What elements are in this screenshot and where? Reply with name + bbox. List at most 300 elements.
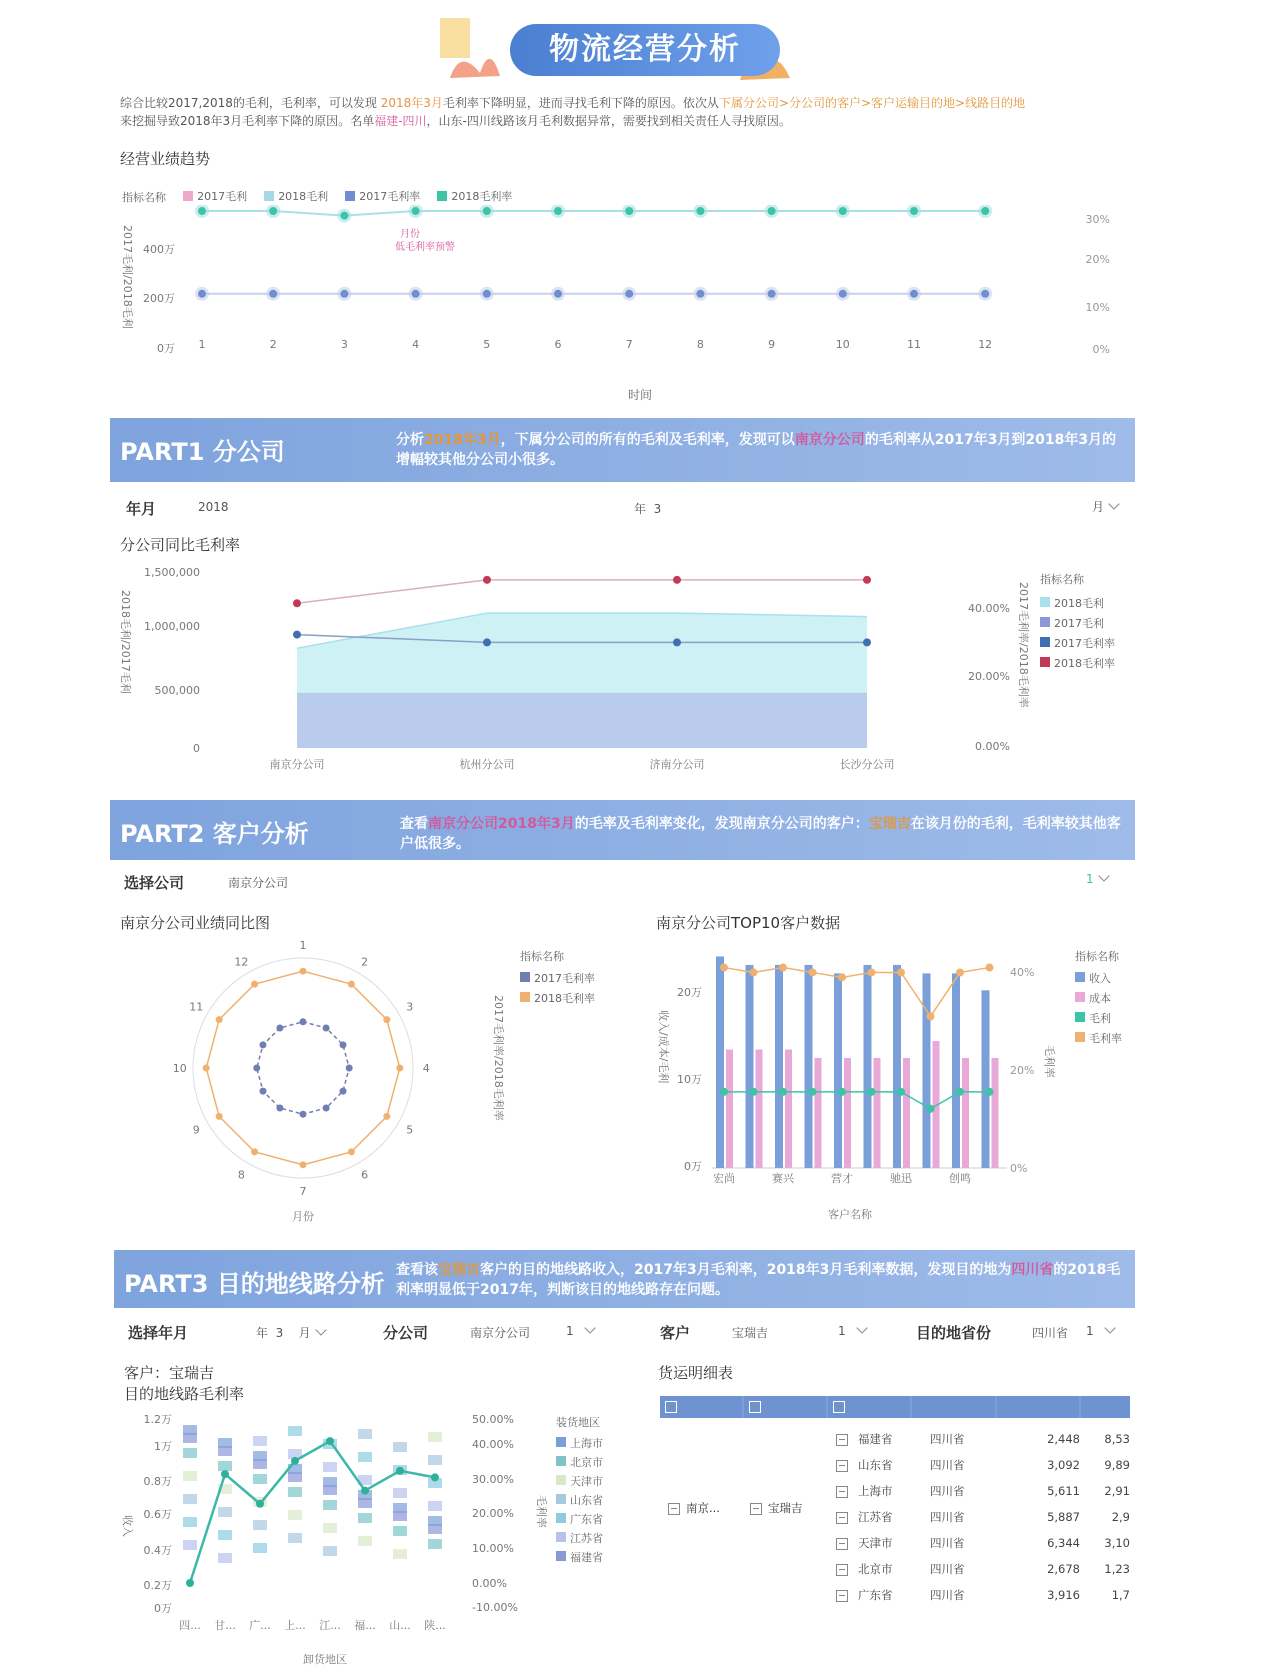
- rate-point: [779, 964, 787, 972]
- route-y-right-tick: 50.00%: [472, 1413, 514, 1426]
- collapse-icon[interactable]: [836, 1434, 848, 1446]
- route-x-tick: 陕...: [424, 1619, 446, 1632]
- bar-x-tick: 创鸣: [949, 1172, 971, 1185]
- branch-legend-item[interactable]: 2018毛利率: [1040, 655, 1140, 671]
- collapse-icon[interactable]: [665, 1401, 677, 1413]
- table-cell: 天津市: [858, 1536, 893, 1550]
- part3-customer-select[interactable]: 宝瑞吉: [732, 1326, 769, 1340]
- month-input[interactable]: 年 3: [634, 502, 662, 516]
- trend-point: [412, 207, 420, 215]
- trend-x-tick: 1: [198, 338, 206, 351]
- trend-y-right-tick: 10%: [1085, 301, 1110, 314]
- company-select[interactable]: 南京分公司: [228, 876, 289, 890]
- company-select-count[interactable]: 1: [1086, 872, 1108, 886]
- table-cell: 2,448: [1047, 1432, 1080, 1446]
- bar-x-tick: 驰迅: [890, 1172, 912, 1185]
- bar-y-right-title: 毛利率: [1043, 1045, 1056, 1078]
- table-title: 货运明细表: [658, 1364, 734, 1382]
- trend-point: [839, 207, 847, 215]
- trend-point: [768, 290, 776, 298]
- route-stack-block: [218, 1530, 232, 1540]
- bar-income: [775, 965, 783, 1168]
- trend-y-right-tick: 0%: [1092, 343, 1110, 356]
- route-legend-item[interactable]: 山东省: [556, 1492, 636, 1508]
- part3-branch-count[interactable]: 1: [566, 1324, 594, 1338]
- route-rate-point: [396, 1467, 404, 1475]
- route-stack-block: [393, 1511, 407, 1521]
- radar-series-2017-point: [340, 1088, 347, 1095]
- table-header-cell[interactable]: [997, 1396, 1079, 1418]
- bar-y-right-tick: 0%: [1010, 1162, 1028, 1175]
- trend-x-tick: 4: [412, 338, 420, 351]
- page-title: 物流经营分析: [510, 24, 780, 76]
- table-cell: 四川省: [930, 1510, 965, 1524]
- trend-legend-item[interactable]: 2018毛利率: [437, 188, 512, 204]
- branch-x-tick: 济南分公司: [649, 758, 705, 771]
- collapse-icon[interactable]: [749, 1401, 761, 1413]
- route-stack-block: [218, 1461, 232, 1471]
- row-toggle[interactable]: [836, 1484, 858, 1498]
- trend-plot-area: [195, 205, 992, 351]
- part3-province-select[interactable]: 四川省: [1032, 1326, 1069, 1340]
- trend-point: [483, 207, 491, 215]
- route-rate-point: [221, 1470, 229, 1478]
- radar-series-2018-point: [300, 1161, 307, 1168]
- bar-y-tick: 10万: [677, 1073, 702, 1086]
- route-stack-block: [428, 1455, 442, 1465]
- radar-series-2018-point: [216, 1016, 223, 1023]
- bar-y-tick: 20万: [677, 986, 702, 999]
- profit-point: [927, 1105, 935, 1113]
- collapse-icon[interactable]: [836, 1538, 848, 1550]
- bar-y-left-title: 收入/成本/毛利: [657, 1010, 670, 1084]
- radar-series-2017-point: [276, 1105, 283, 1112]
- route-rate-point: [361, 1487, 369, 1495]
- table-header-cell[interactable]: [1081, 1396, 1130, 1418]
- bar-legend-title: 指标名称: [1075, 950, 1119, 963]
- radar-title: 南京分公司业绩同比图: [120, 914, 271, 932]
- route-stack-block: [358, 1429, 372, 1439]
- route-stack-block: [218, 1553, 232, 1563]
- bar-x-title: 客户名称: [828, 1208, 872, 1221]
- radar-axis-label: 5: [406, 1123, 414, 1137]
- part3-branch-select[interactable]: 南京分公司: [470, 1326, 531, 1340]
- part3-filter-month-label: 选择年月: [128, 1324, 189, 1342]
- branch-rate-2018-point: [863, 576, 871, 584]
- intro-highlight-month: 2018年3月: [380, 96, 443, 110]
- radar-series-2018-point: [348, 1148, 355, 1155]
- bar-income: [923, 973, 931, 1168]
- radar-axis-label: 2: [361, 955, 369, 969]
- table-branch-cell[interactable]: 南京...: [668, 1500, 720, 1516]
- table-row[interactable]: [836, 1426, 1130, 1452]
- route-stack-block: [253, 1520, 267, 1530]
- route-stack-block: [183, 1540, 197, 1550]
- trend-legend-item[interactable]: 2017毛利: [183, 188, 247, 204]
- row-toggle[interactable]: [836, 1588, 858, 1602]
- route-rate-point: [186, 1579, 194, 1587]
- trend-x-tick: 6: [554, 338, 562, 351]
- part3-banner: [114, 1250, 1135, 1308]
- radar-axis-label: 3: [406, 1000, 414, 1014]
- route-stack-block: [323, 1500, 337, 1510]
- trend-y-left-title: 2017毛利/2018毛利: [121, 225, 134, 329]
- bar-plot-area: [712, 956, 1007, 1185]
- table-row[interactable]: [836, 1556, 1130, 1582]
- table-cell: 3,092: [1047, 1458, 1080, 1472]
- radar-series-2018-point: [396, 1065, 403, 1072]
- trend-x-title: 时间: [627, 388, 653, 402]
- route-stack-block: [428, 1539, 442, 1549]
- route-y-tick: 0.8万: [143, 1475, 172, 1488]
- table-row[interactable]: [836, 1452, 1130, 1478]
- profit-point: [897, 1088, 905, 1096]
- part3-filter-branch-label: 分公司: [383, 1324, 429, 1342]
- trend-point: [412, 290, 420, 298]
- route-stack-block: [183, 1448, 197, 1458]
- route-legend-title: 装货地区: [556, 1416, 600, 1429]
- table-cell: 3,10: [1104, 1536, 1130, 1550]
- branch-rate-2017-point: [863, 638, 871, 646]
- route-stack-block: [253, 1474, 267, 1484]
- bar-cost: [785, 1050, 792, 1168]
- part1-description: 分析2018年3月，下属分公司的所有的毛利及毛利率，发现可以南京分公司的毛利率从2017年3月到2018年3月的增幅较其他分公司小很多。: [396, 432, 1117, 468]
- collapse-icon[interactable]: [668, 1503, 680, 1515]
- radar-series-2017-point: [346, 1065, 353, 1072]
- trend-point: [198, 207, 206, 215]
- radar-series-2017-point: [323, 1105, 330, 1112]
- chevron-down-icon[interactable]: [856, 1322, 867, 1333]
- branch-y-tick: 500,000: [154, 684, 200, 697]
- route-legend-item[interactable]: 天津市: [556, 1473, 636, 1489]
- route-stack-block: [218, 1507, 232, 1517]
- radar-series-2018-point: [383, 1016, 390, 1023]
- radar-axis-label: 1: [299, 940, 307, 952]
- trend-point: [554, 207, 562, 215]
- trend-legend-item[interactable]: 2017毛利率: [345, 188, 420, 204]
- part2-filter-label: 选择公司: [124, 874, 185, 892]
- trend-point: [340, 290, 348, 298]
- bar-legend-item[interactable]: 毛利率: [1075, 1030, 1145, 1046]
- radar-legend-item[interactable]: 2018毛利率: [520, 990, 595, 1006]
- bar-x-tick: 赛兴: [772, 1172, 794, 1185]
- profit-point: [720, 1088, 728, 1096]
- route-stack-block: [253, 1436, 267, 1446]
- radar-series-2017-point: [300, 1111, 307, 1118]
- radar-series-2018-point: [383, 1113, 390, 1120]
- profit-point: [750, 1088, 758, 1096]
- branch-y-right-title: 2017毛利率/2018毛利率: [1017, 582, 1030, 708]
- part3-province-count[interactable]: 1: [1086, 1324, 1114, 1338]
- svg-text:2017毛利率/2018毛利率: 2017毛利率/2018毛利率: [492, 995, 505, 1121]
- trend-y-tick: 400万: [143, 243, 175, 256]
- bar-income: [982, 990, 990, 1168]
- collapse-icon[interactable]: [836, 1512, 848, 1524]
- table-cell: 四川省: [930, 1562, 965, 1576]
- radar-axis-label: 7: [299, 1185, 307, 1199]
- radar-series-2018-point: [251, 981, 258, 988]
- route-x-tick: 山...: [389, 1619, 411, 1632]
- part3-customer-count[interactable]: 1: [838, 1324, 866, 1338]
- radar-series-2017-point: [259, 1041, 266, 1048]
- trend-y-tick: 200万: [143, 292, 175, 305]
- route-y-right-tick: 30.00%: [472, 1473, 514, 1486]
- route-y-right-tick: 0.00%: [472, 1577, 507, 1590]
- trend-legend-item[interactable]: 2018毛利: [264, 188, 328, 204]
- route-stack-block: [358, 1513, 372, 1523]
- rate-point: [720, 964, 728, 972]
- table-row[interactable]: [836, 1582, 1130, 1608]
- radar-legend: [520, 948, 595, 1006]
- branch-rate-2018-point: [673, 576, 681, 584]
- bar-legend-item[interactable]: 毛利: [1075, 1010, 1145, 1026]
- branch-y-tick: 1,000,000: [144, 620, 200, 633]
- route-legend-item[interactable]: 北京市: [556, 1454, 636, 1470]
- profit-point: [868, 1088, 876, 1096]
- row-toggle[interactable]: [836, 1536, 858, 1550]
- bar-legend-item[interactable]: 收入: [1075, 970, 1145, 986]
- radar-series-2017-point: [276, 1024, 283, 1031]
- part2-description: 查看南京分公司2018年3月的毛率及毛利率变化，发现南京分公司的客户：宝瑞吉在该月份的毛利，毛利率较其他客户低很多。: [400, 816, 1121, 852]
- profit-point: [809, 1088, 817, 1096]
- route-rate-point: [256, 1500, 264, 1508]
- rate-point: [986, 964, 994, 972]
- branch-chart: [110, 560, 1140, 790]
- table-row[interactable]: [836, 1530, 1130, 1556]
- radar-x-title: 月份: [292, 1210, 314, 1223]
- collapse-icon[interactable]: [833, 1401, 845, 1413]
- table-cell: 广东省: [858, 1588, 893, 1602]
- bar-income: [716, 956, 724, 1168]
- table-cell: 四川省: [930, 1588, 965, 1602]
- trend-series-line: [202, 211, 985, 216]
- table-header-cell[interactable]: [744, 1396, 826, 1418]
- table-rows: [836, 1426, 1130, 1608]
- branch-legend: [1040, 571, 1140, 671]
- route-stack-block: [288, 1510, 302, 1520]
- part2-title: PART2 客户分析: [120, 820, 309, 848]
- part3-filter-province-label: 目的地省份: [916, 1324, 992, 1342]
- bar-chart-title: 南京分公司TOP10客户数据: [656, 914, 841, 932]
- bar-y-right-tick: 40%: [1010, 966, 1035, 979]
- chevron-down-icon[interactable]: [1098, 870, 1109, 881]
- route-y-right-tick: 20.00%: [472, 1507, 514, 1520]
- table-cell: 9,89: [1104, 1458, 1130, 1472]
- route-stack-block: [358, 1498, 372, 1508]
- route-stack-block: [183, 1494, 197, 1504]
- bar-cost: [756, 1050, 763, 1168]
- collapse-icon[interactable]: [750, 1503, 762, 1515]
- branch-x-tick: 南京分公司: [269, 758, 325, 771]
- rate-point: [838, 973, 846, 981]
- chevron-down-icon[interactable]: [315, 1324, 326, 1335]
- bar-cost: [815, 1058, 822, 1168]
- branch-y-tick: 1,500,000: [144, 566, 200, 579]
- intro-p2b: 名单: [350, 114, 375, 128]
- trend-x-tick: 10: [835, 338, 850, 351]
- trend-title: 经营业绩趋势: [120, 150, 211, 168]
- branch-area-2017: [297, 693, 867, 748]
- radar-series-2017-point: [323, 1024, 330, 1031]
- table-header-cell[interactable]: [828, 1396, 910, 1418]
- radar-axis-label: 8: [237, 1168, 245, 1182]
- rate-point: [897, 968, 905, 976]
- bar-income: [834, 973, 842, 1168]
- route-legend-item[interactable]: 上海市: [556, 1435, 636, 1451]
- table-row[interactable]: [836, 1478, 1130, 1504]
- profit-point: [779, 1088, 787, 1096]
- route-stack-block: [323, 1546, 337, 1556]
- month-select[interactable]: 月: [1092, 498, 1118, 515]
- collapse-icon[interactable]: [836, 1460, 848, 1472]
- route-y-tick: 1.2万: [143, 1413, 172, 1426]
- route-stack-block: [323, 1485, 337, 1495]
- table-cell: 江苏省: [858, 1510, 893, 1524]
- collapse-icon[interactable]: [836, 1564, 848, 1576]
- branch-rate-2017-point: [673, 638, 681, 646]
- table-cell: 上海市: [858, 1484, 893, 1498]
- route-stack-block: [218, 1446, 232, 1456]
- part3-chart-title: 目的地线路毛利率: [124, 1385, 245, 1403]
- intro-p2a: 来挖掘导致2018年3月毛利率下降的原因。: [120, 114, 351, 128]
- trend-y-tick: 0万: [157, 342, 175, 355]
- table-row[interactable]: [836, 1504, 1130, 1530]
- bar-cost: [962, 1058, 969, 1168]
- table-cell: 北京市: [858, 1562, 893, 1576]
- branch-rate-2018-point: [483, 576, 491, 584]
- branch-legend-item[interactable]: 2017毛利: [1040, 615, 1140, 631]
- bar-income: [893, 965, 901, 1168]
- table-cell: 5,611: [1047, 1484, 1080, 1498]
- row-toggle[interactable]: [836, 1562, 858, 1576]
- table-cell: 1,23: [1104, 1562, 1130, 1576]
- radar-axis-label: 4: [422, 1062, 430, 1075]
- radar-grid: [193, 958, 413, 1178]
- trend-point: [696, 290, 704, 298]
- profit-point: [838, 1088, 846, 1096]
- radar-axis-label: 6: [361, 1168, 369, 1182]
- table-header-cell[interactable]: [660, 1396, 742, 1418]
- row-toggle[interactable]: [836, 1510, 858, 1524]
- bar-income: [805, 965, 813, 1168]
- part3-description: 查看该宝瑞吉客户的目的地线路收入，2017年3月毛利率，2018年3月毛利率数据，发现目的地为四川省的2018毛利率明显低于2017年，判断该目的地线路存在问题。: [396, 1262, 1121, 1298]
- bar-cost: [844, 1058, 851, 1168]
- radar-legend-item[interactable]: 2017毛利率: [520, 970, 595, 986]
- rate-point: [927, 1012, 935, 1020]
- route-legend-item[interactable]: 江苏省: [556, 1530, 636, 1546]
- branch-legend-item[interactable]: 2017毛利率: [1040, 635, 1140, 651]
- route-stack-block: [253, 1459, 267, 1469]
- route-stack-block: [323, 1462, 337, 1472]
- radar-series-2017-point: [340, 1041, 347, 1048]
- bar-legend-item[interactable]: 成本: [1075, 990, 1145, 1006]
- trend-point: [981, 207, 989, 215]
- chevron-down-icon[interactable]: [1104, 1322, 1115, 1333]
- table-header-cell[interactable]: [912, 1396, 994, 1418]
- radar-axis-label: 9: [192, 1123, 200, 1137]
- table-body: [660, 1418, 1130, 1608]
- bar-cost: [726, 1050, 733, 1168]
- route-stack-block: [428, 1432, 442, 1442]
- radar-series-2017-point: [259, 1088, 266, 1095]
- intro-p2c: ，山东-四川线路该月毛利数据异常，需要找到相关责任人寻找原因。: [426, 114, 791, 128]
- table-cell: 2,91: [1104, 1484, 1130, 1498]
- route-x-tick: 广...: [249, 1619, 271, 1632]
- profit-line: [724, 1092, 990, 1109]
- branch-x-tick: 长沙分公司: [839, 758, 895, 771]
- bar-income: [952, 973, 960, 1168]
- trend-annotation-warning: 低毛利率预警: [395, 242, 455, 253]
- rate-point: [809, 968, 817, 976]
- trend-chart: [110, 205, 1140, 405]
- route-x-tick: 四...: [179, 1619, 201, 1632]
- bar-y-right-tick: 20%: [1010, 1064, 1035, 1077]
- branch-legend-item[interactable]: 2018毛利: [1040, 595, 1140, 611]
- trend-point: [625, 290, 633, 298]
- collapse-icon[interactable]: [836, 1486, 848, 1498]
- trend-point: [981, 290, 989, 298]
- route-y-right-tick: 40.00%: [472, 1438, 514, 1451]
- radar-legend-title: 指标名称: [520, 950, 564, 963]
- trend-y-right-tick: 20%: [1085, 253, 1110, 266]
- rate-point: [956, 968, 964, 976]
- intro-path: 下属分公司>分公司的客户>客户运输目的地>线路目的地: [718, 96, 1026, 110]
- trend-x-tick: 12: [978, 338, 993, 351]
- table-cell: 2,678: [1047, 1562, 1080, 1576]
- collapse-icon[interactable]: [836, 1590, 848, 1602]
- radar-series-2018-point: [203, 1065, 210, 1072]
- route-y-tick: 0万: [154, 1602, 172, 1615]
- part1-filter-label: 年月: [126, 500, 157, 518]
- row-toggle[interactable]: [836, 1458, 858, 1472]
- route-legend-item[interactable]: 福建省: [556, 1549, 636, 1565]
- part3-month-select[interactable]: 年 3 月: [256, 1324, 325, 1341]
- route-stack-block: [288, 1472, 302, 1482]
- route-stack-block: [183, 1471, 197, 1481]
- route-y-right-title: 毛利率: [535, 1495, 548, 1528]
- route-legend-item[interactable]: 广东省: [556, 1511, 636, 1527]
- radar-series-2017-point: [253, 1065, 260, 1072]
- chevron-down-icon[interactable]: [584, 1322, 595, 1333]
- trend-point: [625, 207, 633, 215]
- route-stack-block: [323, 1523, 337, 1533]
- branch-rate-2018-point: [293, 599, 301, 607]
- table-cell: 四川省: [930, 1536, 965, 1550]
- part1-title: PART1 分公司: [120, 438, 285, 466]
- year-select[interactable]: 2018: [198, 500, 229, 514]
- trend-point: [269, 207, 277, 215]
- radar-axis-label: 11: [189, 1000, 204, 1014]
- route-plot-area: [179, 1425, 446, 1632]
- table-cell: 四川省: [930, 1458, 965, 1472]
- table-cell: 6,344: [1047, 1536, 1080, 1550]
- route-y-right-tick: 10.00%: [472, 1542, 514, 1555]
- branch-rate-2018-line: [297, 580, 867, 603]
- radar-axis-title: [490, 990, 510, 1170]
- customer-bar-chart: [650, 940, 1070, 1230]
- branch-plot-area: [270, 576, 895, 771]
- radar-series-2017-point: [300, 1018, 307, 1025]
- bar-cost: [903, 1058, 910, 1168]
- route-y-tick: 0.2万: [143, 1579, 172, 1592]
- table-customer-cell[interactable]: 宝瑞吉: [750, 1500, 803, 1516]
- bar-legend: [1075, 948, 1145, 1046]
- row-toggle[interactable]: [836, 1432, 858, 1446]
- radar-axis-label: 10: [172, 1062, 187, 1075]
- table-cell: 5,887: [1047, 1510, 1080, 1524]
- route-stack-block: [288, 1426, 302, 1436]
- chevron-down-icon[interactable]: [1108, 498, 1119, 509]
